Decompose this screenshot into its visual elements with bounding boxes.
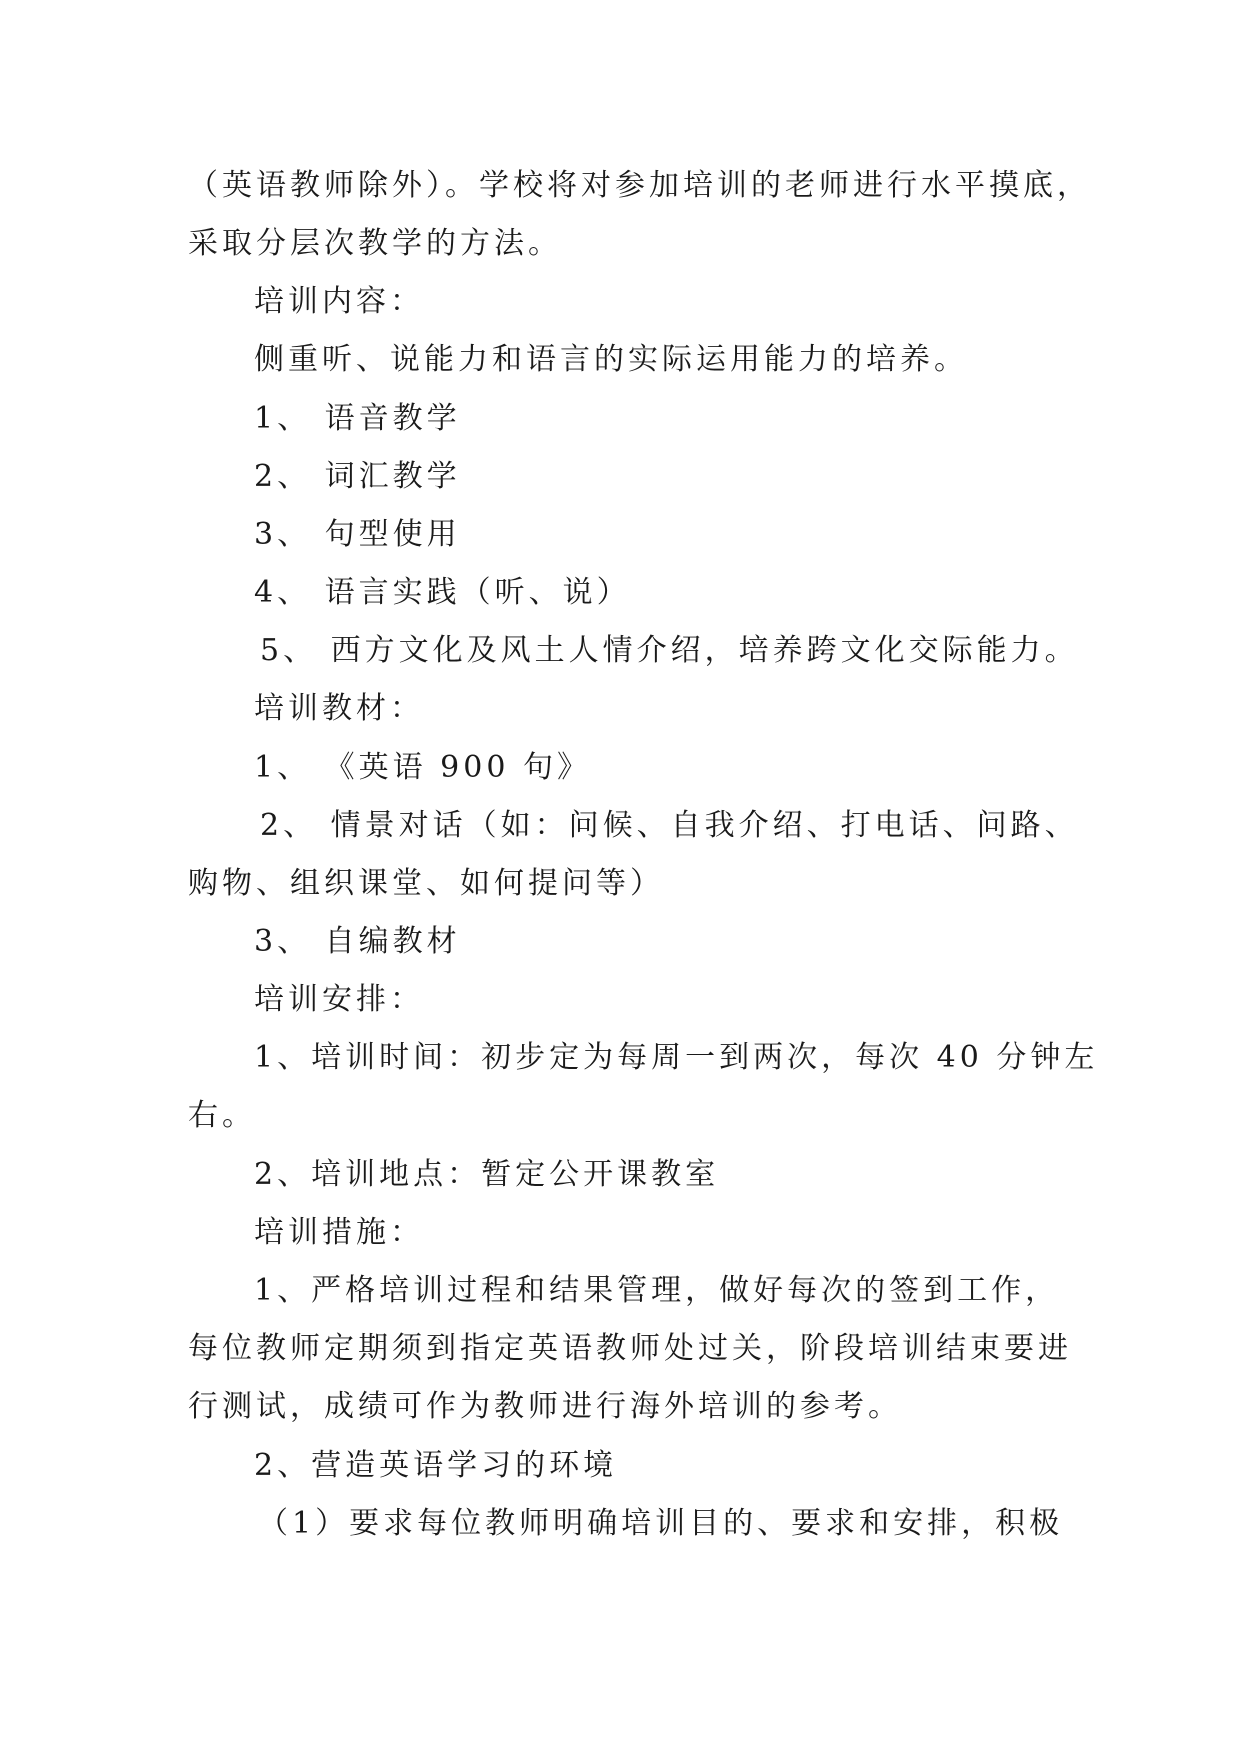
list-item-content-4: 4、 语言实践（听、说） <box>254 575 631 610</box>
paragraph-line-2: 采取分层次教学的方法。 <box>188 226 562 261</box>
list-item-measures-1-cont-b: 行测试，成绩可作为教师进行海外培训的参考。 <box>188 1389 902 1424</box>
list-item-measures-1: 1、严格培训过程和结果管理，做好每次的签到工作， <box>254 1273 1060 1308</box>
list-item-arrangement-2: 2、培训地点：暂定公开课教室 <box>254 1157 720 1192</box>
list-item-materials-3: 3、 自编教材 <box>254 924 461 959</box>
list-item-content-2: 2、 词汇教学 <box>254 459 461 494</box>
list-item-content-1: 1、 语音教学 <box>254 401 461 436</box>
list-item-content-5: 5、 西方文化及风土人情介绍，培养跨文化交际能力。 <box>260 633 1079 668</box>
list-item-arrangement-1: 1、培训时间：初步定为每周一到两次，每次 40 分钟左 <box>254 1040 1099 1075</box>
list-item-content-3: 3、 句型使用 <box>254 517 461 552</box>
heading-training-materials: 培训教材： <box>254 691 424 726</box>
heading-training-measures: 培训措施： <box>254 1215 424 1250</box>
list-item-materials-2-cont: 购物、组织课堂、如何提问等） <box>188 866 664 901</box>
list-item-materials-1: 1、 《英语 900 句》 <box>254 750 591 785</box>
list-item-measures-1-cont-a: 每位教师定期须到指定英语教师处过关，阶段培训结束要进 <box>188 1331 1072 1366</box>
list-item-measures-2: 2、营造英语学习的环境 <box>254 1448 618 1483</box>
paragraph-line-focus: 侧重听、说能力和语言的实际运用能力的培养。 <box>254 342 968 377</box>
list-item-arrangement-1-cont: 右。 <box>188 1098 256 1133</box>
paragraph-line-1: （英语教师除外）。学校将对参加培训的老师进行水平摸底， <box>188 168 1091 203</box>
heading-training-content: 培训内容： <box>254 284 424 319</box>
heading-training-arrangement: 培训安排： <box>254 982 424 1017</box>
list-item-measures-2-sub-1: （1）要求每位教师明确培训目的、要求和安排，积极 <box>258 1506 1064 1541</box>
list-item-materials-2: 2、 情景对话（如：问候、自我介绍、打电话、问路、 <box>260 808 1079 843</box>
